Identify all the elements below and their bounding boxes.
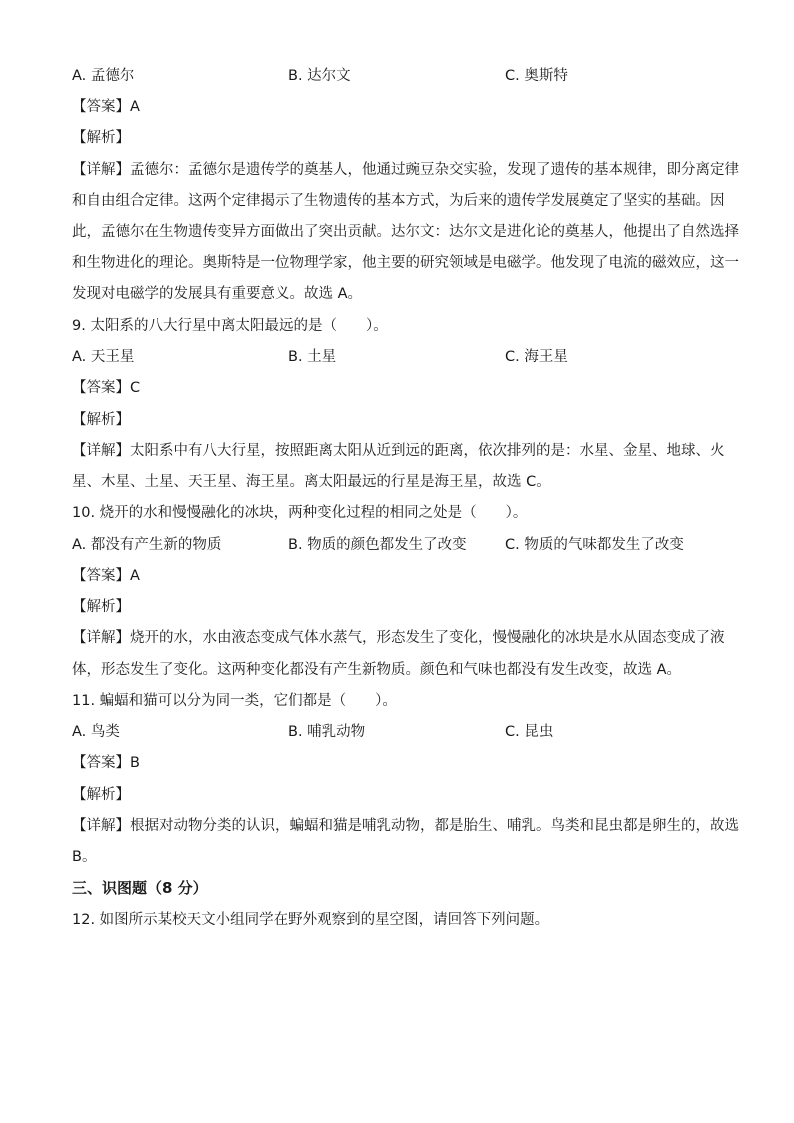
q8-detail-line: 此，孟德尔在生物遗传变异方面做出了突出贡献。达尔文：达尔文是进化论的奠基人，他提出了自然选择 xyxy=(72,224,739,240)
q10-detail-line: 体，形态发生了变化。这两种变化都没有产生新物质。颜色和气味也都没有发生改变，故选 A。 xyxy=(72,662,682,678)
q11-option-a: A. 鸟类 xyxy=(72,724,120,740)
q10-analysis-label: 【解析】 xyxy=(72,599,130,615)
q11-analysis-label: 【解析】 xyxy=(72,787,130,803)
q11-option-b: B. 哺乳动物 xyxy=(288,724,366,740)
q9-option-a: A. 天王星 xyxy=(72,349,135,365)
q9-question: 9. 太阳系的八大行星中离太阳最远的是（ ）。 xyxy=(72,318,388,334)
q9-detail-line: 星、木星、土星、天王星、海王星。离太阳最远的行星是海王星，故选 C。 xyxy=(72,474,551,490)
q10-option-b: B. 物质的颜色都发生了改变 xyxy=(288,537,467,553)
q8-option-b: B. 达尔文 xyxy=(288,68,351,84)
q9-answer: 【答案】C xyxy=(72,380,141,396)
q8-analysis-label: 【解析】 xyxy=(72,130,130,146)
q11-detail-line: B。 xyxy=(72,849,97,865)
q10-option-c: C. 物质的气味都发生了改变 xyxy=(505,537,684,553)
section-heading: 三、识图题（8 分） xyxy=(72,879,208,897)
q8-detail-line: 【详解】孟德尔：孟德尔是遗传学的奠基人，他通过豌豆杂交实验，发现了遗传的基本规律，即分离定律 xyxy=(72,162,739,178)
q9-option-b: B. 土星 xyxy=(288,349,337,365)
q11-answer: 【答案】B xyxy=(72,755,140,771)
q8-detail-line: 发现对电磁学的发展具有重要意义。故选 A。 xyxy=(72,286,363,302)
q8-answer: 【答案】A xyxy=(72,99,140,115)
q10-detail-line: 【详解】烧开的水，水由液态变成气体水蒸气，形态发生了变化，慢慢融化的冰块是水从固态变成了液 xyxy=(72,630,725,646)
q8-detail-line: 和自由组合定律。这两个定律揭示了生物遗传的基本方式，为后来的遗传学发展奠定了坚实的基础。因 xyxy=(72,193,725,209)
q11-option-c: C. 昆虫 xyxy=(505,724,554,740)
q8-option-c: C. 奥斯特 xyxy=(505,68,568,84)
q11-question: 11. 蝙蝠和猫可以分为同一类，它们都是（ ）。 xyxy=(72,693,397,709)
q9-detail-line: 【详解】太阳系中有八大行星，按照距离太阳从近到远的距离，依次排列的是：水星、金星、地球、火 xyxy=(72,443,725,459)
q8-option-a: A. 孟德尔 xyxy=(72,68,135,84)
q8-detail-line: 和生物进化的理论。奥斯特是一位物理学家，他主要的研究领域是电磁学。他发现了电流的磁效应，这一 xyxy=(72,255,739,271)
q10-option-a: A. 都没有产生新的物质 xyxy=(72,537,222,553)
q9-option-c: C. 海王星 xyxy=(505,349,568,365)
q11-detail-line: 【详解】根据对动物分类的认识，蝙蝠和猫是哺乳动物，都是胎生、哺乳。鸟类和昆虫都是卵生的，故选 xyxy=(72,818,739,834)
q10-question: 10. 烧开的水和慢慢融化的冰块，两种变化过程的相同之处是（ ）。 xyxy=(72,505,528,521)
q10-answer: 【答案】A xyxy=(72,568,140,584)
q12-question: 12. 如图所示某校天文小组同学在野外观察到的星空图，请回答下列问题。 xyxy=(72,912,550,928)
q9-analysis-label: 【解析】 xyxy=(72,412,130,428)
